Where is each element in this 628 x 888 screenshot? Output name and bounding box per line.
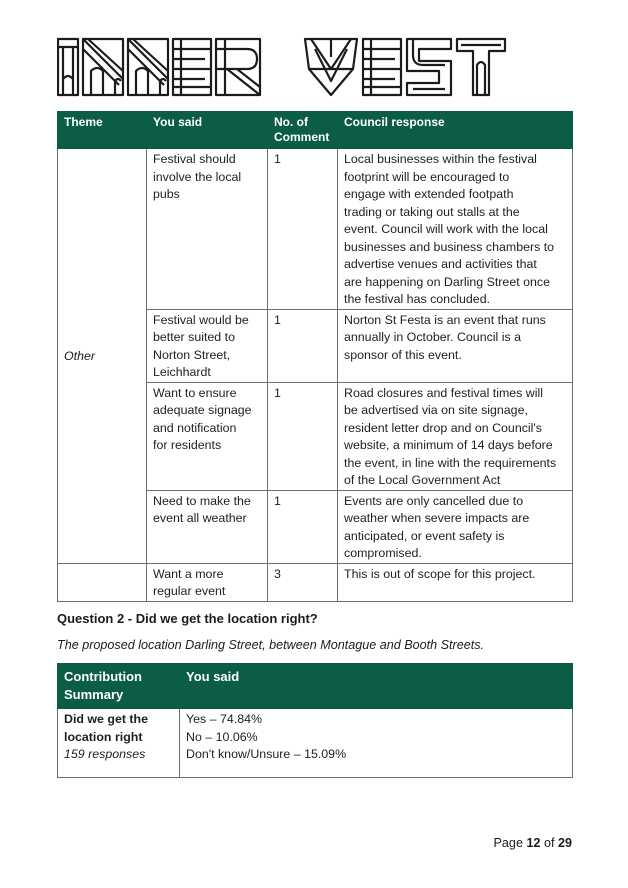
you-said-cell: Need to make the event all weather xyxy=(147,490,268,563)
you-said-cell: Festival should involve the local pubs xyxy=(147,149,268,310)
you-said-cell: Festival would be better suited to Norton Street, Leichhardt xyxy=(147,309,268,382)
table-row xyxy=(58,709,573,778)
table-header-row xyxy=(58,664,573,709)
council-response-cell: Local businesses within the festival footprint will be encouraged to engage with extended footpath trading or taking out stalls at the event. Council will work with the local businesses and business chambers to advertise venues and activities that are happening on Darling Street once the festival has concluded. xyxy=(338,149,573,310)
results-cell xyxy=(180,709,573,778)
inner-west-logo xyxy=(57,35,533,97)
feedback-table xyxy=(57,111,573,602)
table-header-row xyxy=(58,112,573,149)
council-response-cell: Norton St Festa is an event that runs annually in October. Council is a sponsor of this event. xyxy=(338,309,573,382)
question-heading: Question 2 - Did we get the location right? xyxy=(57,611,318,626)
result-no: No – 10.06% xyxy=(186,729,258,744)
question-subtitle: The proposed location Darling Street, between Montague and Booth Streets. xyxy=(57,638,485,652)
header-you-said: You said xyxy=(147,112,268,149)
council-response-cell: This is out of scope for this project. xyxy=(338,563,573,601)
comment-count-cell: 3 xyxy=(268,563,338,601)
comment-count-cell: 1 xyxy=(268,149,338,310)
council-response-cell: Events are only cancelled due to weather when severe impacts are anticipated, or event safety is compromised. xyxy=(338,490,573,563)
page-number: Page 12 of 29 xyxy=(493,836,572,850)
theme-cell: Other xyxy=(58,149,147,564)
header-theme: Theme xyxy=(58,112,147,149)
council-response-cell: Road closures and festival times will be advertised via on site signage, resident letter drop and on Council's website, a minimum of 14 days before the event, in line with the requirements of the Local Government Act xyxy=(338,382,573,490)
table-row xyxy=(58,563,573,601)
header-council-response: Council response xyxy=(338,112,573,149)
header-no-of-comment: No. of Comment xyxy=(268,112,338,149)
comment-count-cell: 1 xyxy=(268,490,338,563)
comment-count-cell: 1 xyxy=(268,309,338,382)
comment-count-cell: 1 xyxy=(268,382,338,490)
table-row xyxy=(58,149,573,310)
summary-cell: Did we get the location right 159 responses xyxy=(58,709,180,778)
you-said-cell: Want a more regular event xyxy=(147,563,268,601)
you-said-cell: Want to ensure adequate signage and notification for residents xyxy=(147,382,268,490)
header-contribution-summary: Contribution Summary xyxy=(58,664,180,709)
response-count: 159 responses xyxy=(64,747,146,761)
result-unsure: Don't know/Unsure – 15.09% xyxy=(186,747,347,761)
result-yes: Yes – 74.84% xyxy=(186,712,263,726)
empty-theme-cell xyxy=(58,563,147,601)
contribution-summary-table xyxy=(57,663,573,778)
header-you-said: You said xyxy=(180,664,573,709)
